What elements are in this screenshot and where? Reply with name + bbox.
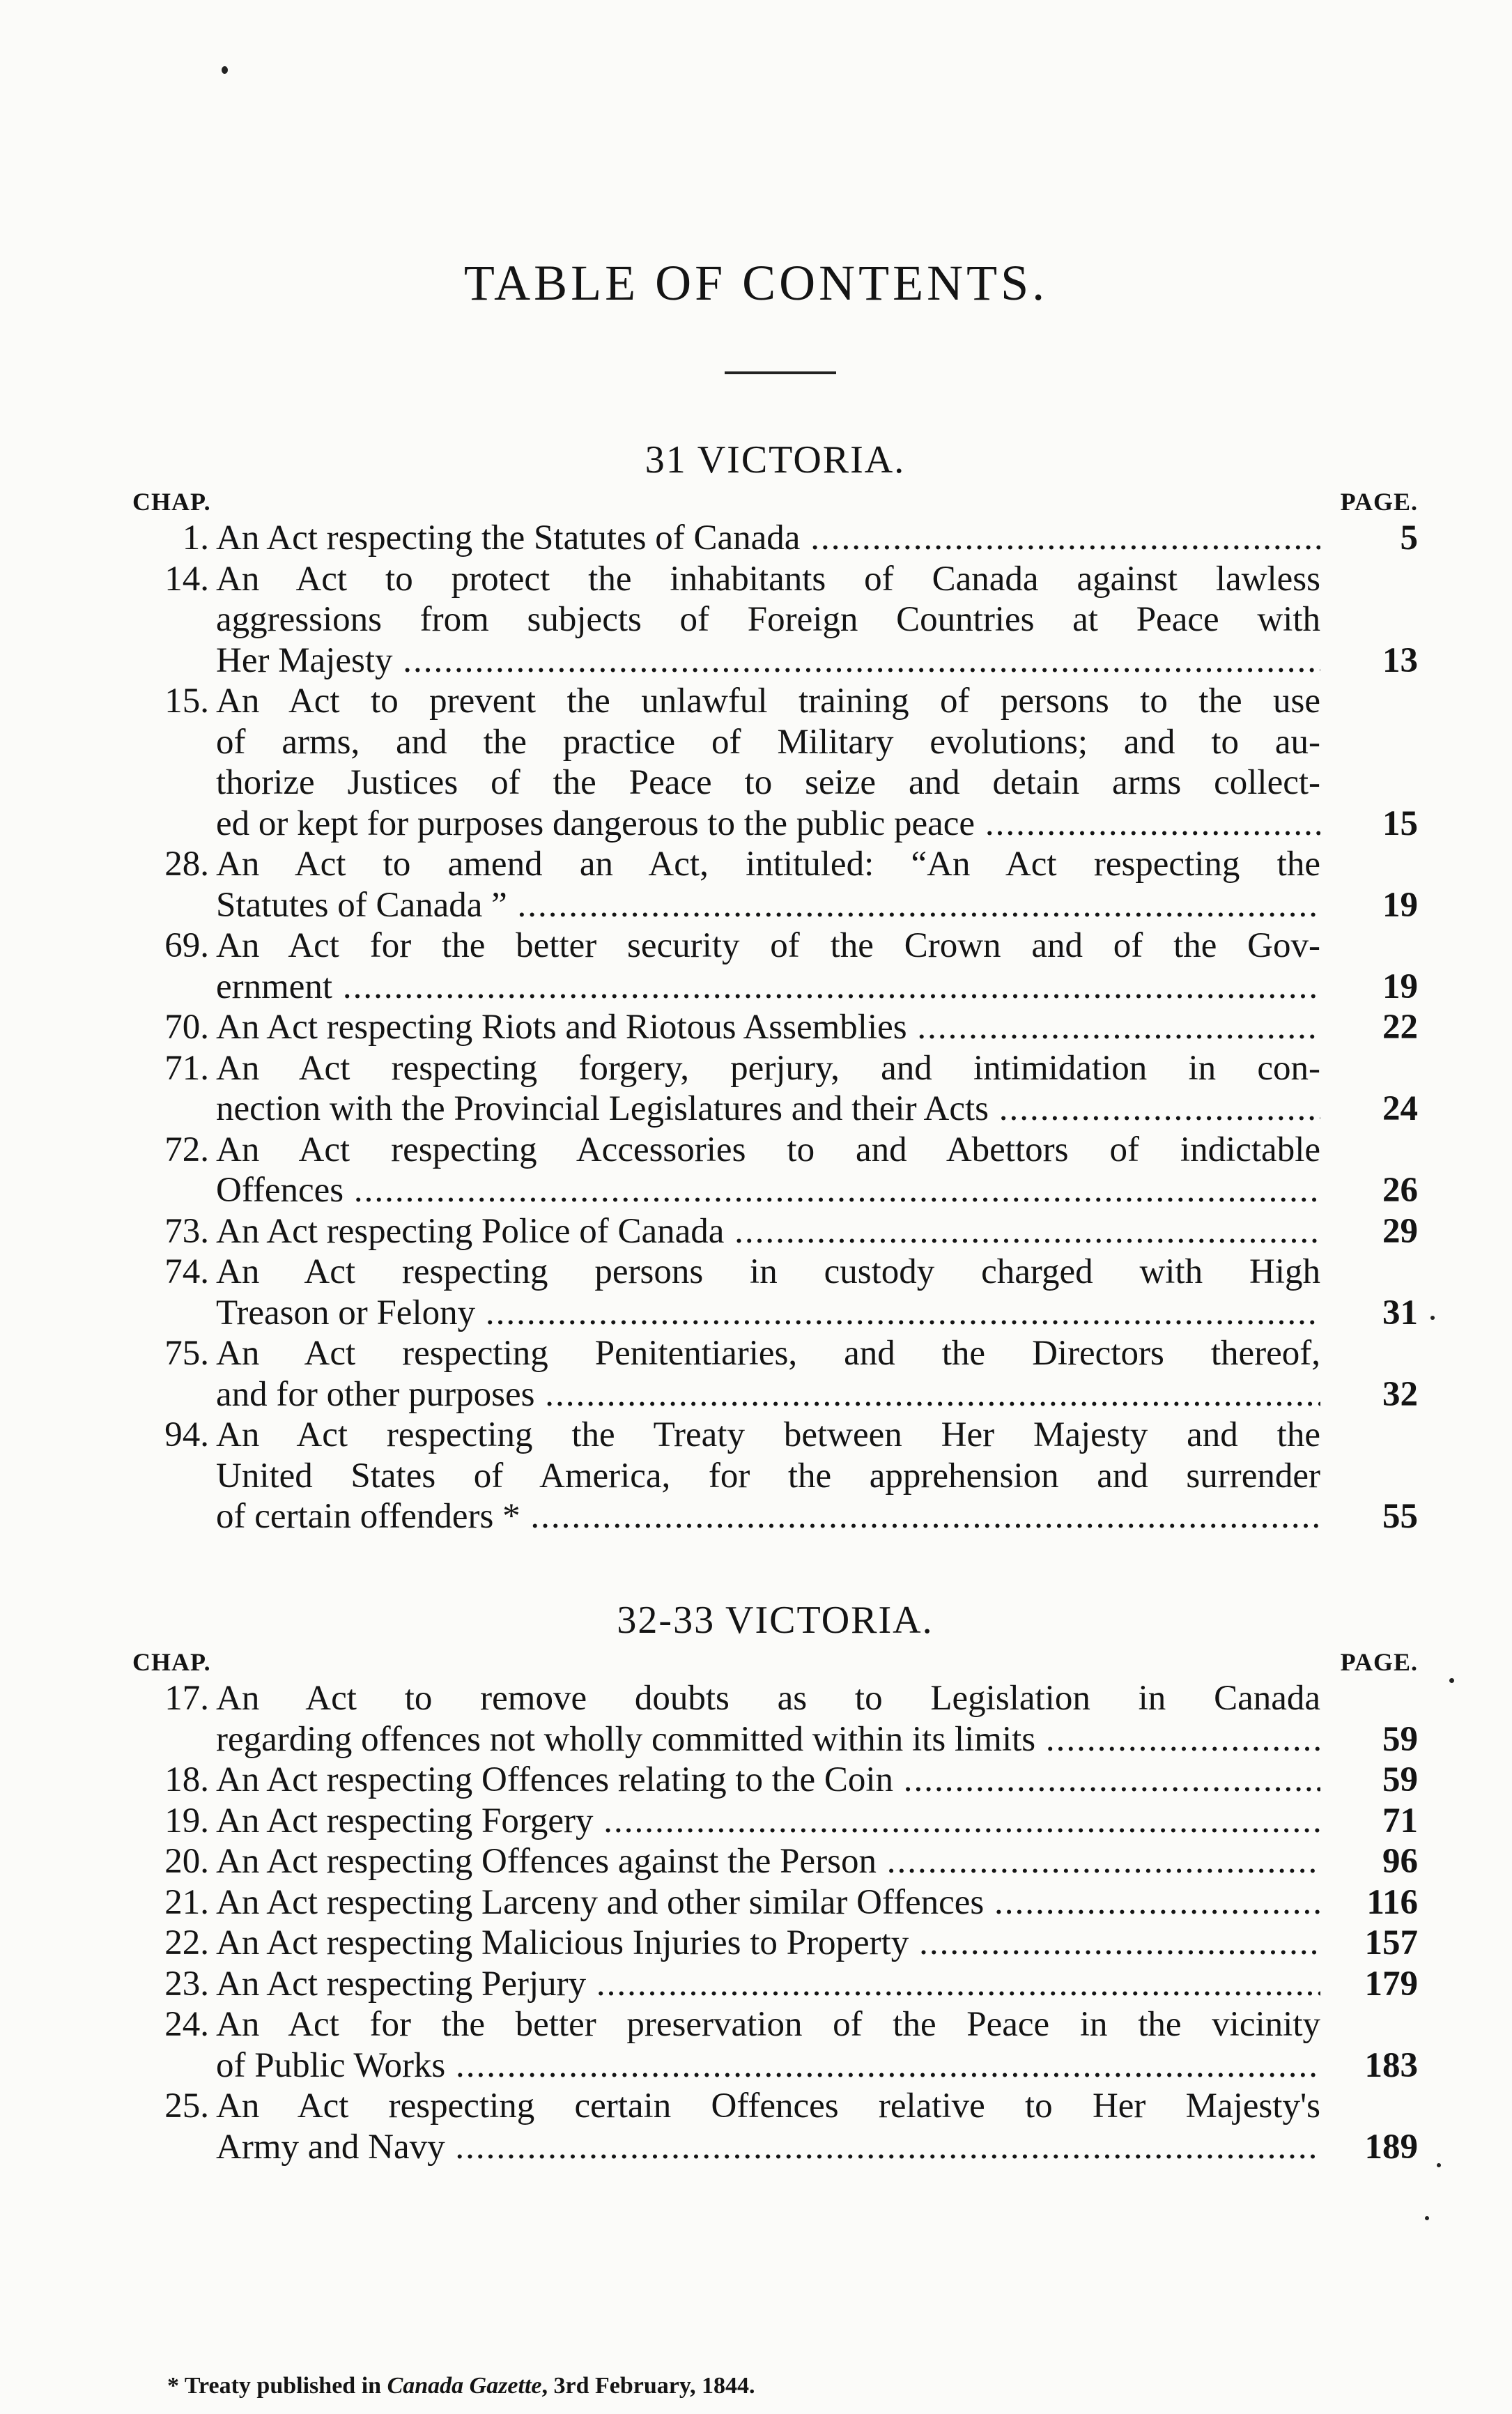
entry-title-line (216, 1007, 1320, 1048)
footnote-marker: * (167, 2373, 179, 2399)
entry-list (132, 518, 1418, 1537)
entry-title-text: An Act respecting Police of Canada ..... (216, 1212, 1320, 1251)
ink-speck (1430, 1316, 1435, 1320)
toc-entry (132, 1333, 1418, 1415)
entry-title-line (216, 1130, 1320, 1171)
entry-title-text: Army and Navy ..... (216, 2128, 1320, 2167)
entry-title-text: An Act respecting Malicious Injuries to Property ..... (216, 1923, 1320, 1962)
entry-title-line (216, 1456, 1320, 1497)
chapter-number: 1. (182, 518, 209, 558)
page-number: 179 (1364, 1964, 1418, 2004)
chapter-number: 23. (164, 1964, 209, 2004)
entry-title-line (216, 1678, 1320, 1719)
entry-title-text: An Act to prevent the unlawful training of persons to the use (216, 682, 1320, 721)
entry-title (216, 1760, 1320, 1801)
ink-speck (1425, 2216, 1429, 2220)
section-heading: 32-33 VICTORIA. (617, 1599, 934, 1642)
entry-title-line (216, 1415, 1320, 1456)
page-number: 59 (1382, 1719, 1418, 1759)
entry-title-text: ernment ..... (216, 967, 1320, 1006)
entry-title-line (216, 804, 1320, 845)
page-number: 157 (1364, 1923, 1418, 1962)
chap-column-label: CHAP. (132, 488, 211, 516)
chapter-number: 19. (164, 1801, 209, 1840)
page-number: 29 (1382, 1211, 1418, 1251)
entry-title (216, 1252, 1320, 1333)
entry-title-text: Treason or Felony ..... (216, 1293, 1320, 1332)
chapter-number: 69. (164, 926, 209, 965)
entry-title-line (216, 640, 1320, 682)
column-headers (132, 484, 1418, 518)
entry-title-text: An Act respecting the Treaty between Her Majesty and the (216, 1415, 1320, 1454)
entry-title-line (216, 1923, 1320, 1964)
chapter-number: 15. (164, 682, 209, 721)
entry-title-line (216, 2127, 1320, 2168)
toc-entry (132, 1841, 1418, 1882)
entry-title-line (216, 2045, 1320, 2086)
entry-title-line (216, 681, 1320, 722)
page-number: 15 (1382, 804, 1418, 843)
toc-entry (132, 1964, 1418, 2005)
toc-entry (132, 1801, 1418, 1842)
entry-title-line (216, 1882, 1320, 1923)
page-column-label: PAGE. (1340, 488, 1418, 516)
entry-title (216, 844, 1320, 925)
page-title: TABLE OF CONTENTS. (463, 255, 1049, 311)
toc-entry (132, 1678, 1418, 1760)
toc-entry (132, 1048, 1418, 1130)
chapter-number: 28. (164, 845, 209, 884)
entry-title-line (216, 1211, 1320, 1252)
entry-title-text: An Act respecting Accessories to and Abettors of indictable (216, 1130, 1320, 1169)
chapter-number: 73. (164, 1211, 209, 1251)
chapter-number: 70. (164, 1008, 209, 1047)
entry-title-line (216, 967, 1320, 1008)
entry-title (216, 925, 1320, 1007)
toc-entry (132, 1923, 1418, 1964)
toc-entry (132, 1882, 1418, 1923)
entry-title-text: An Act respecting Riots and Riotous Assemblies ..... (216, 1008, 1320, 1047)
footnote-publication: Canada Gazette (387, 2373, 542, 2399)
entry-title-text: An Act to amend an Act, intituled: “An Act respecting the (216, 845, 1320, 884)
entry-title-text: An Act respecting Offences against the Person ..... (216, 1842, 1320, 1881)
toc-entry (132, 2086, 1418, 2167)
ink-speck (1449, 1678, 1454, 1683)
entry-title (216, 1882, 1320, 1923)
page-number: 55 (1382, 1497, 1418, 1536)
toc-entry (132, 2004, 1418, 2086)
entry-title-text: of Public Works ..... (216, 2046, 1320, 2085)
entry-title-text: thorize Justices of the Peace to seize and detain arms collect- (216, 763, 1320, 802)
entry-title-text: An Act to protect the inhabitants of Canada against lawless (216, 559, 1320, 599)
entry-title-text: An Act respecting certain Offences relative to Her Majesty's (216, 2086, 1320, 2125)
footnote (167, 2373, 755, 2399)
entry-title-line (216, 1048, 1320, 1089)
entry-title-text: An Act respecting forgery, perjury, and intimidation in con- (216, 1048, 1320, 1088)
entry-title-line (216, 1964, 1320, 2005)
chapter-number: 18. (164, 1760, 209, 1799)
entry-title-line (216, 762, 1320, 804)
entry-title-line (216, 1719, 1320, 1760)
entry-title (216, 2086, 1320, 2167)
entry-title-line (216, 1170, 1320, 1211)
page-number: 5 (1400, 518, 1418, 558)
entry-title-line (216, 559, 1320, 600)
entry-title-text: Statutes of Canada ” ..... (216, 886, 1320, 925)
entry-title-text: An Act for the better preservation of the Peace in the vicinity (216, 2005, 1320, 2044)
entry-title-text: of arms, and the practice of Military evolutions; and to au- (216, 722, 1320, 762)
entry-list (132, 1678, 1418, 2167)
entry-title (216, 1801, 1320, 1842)
entry-title-text: ed or kept for purposes dangerous to the public peace ..... (216, 804, 1320, 843)
page-number: 24 (1382, 1089, 1418, 1128)
toc-entry (132, 925, 1418, 1007)
column-headers (132, 1645, 1418, 1678)
footnote-prefix: Treaty published in (184, 2373, 382, 2399)
entry-title-text: United States of America, for the apprehension and surrender (216, 1456, 1320, 1496)
page-number: 19 (1382, 885, 1418, 925)
entry-title-text: An Act respecting Larceny and other similar Offences ..... (216, 1883, 1320, 1922)
entry-title-text: An Act for the better security of the Crown and of the Gov- (216, 926, 1320, 965)
entry-title-text: An Act respecting Forgery ..... (216, 1801, 1320, 1840)
entry-title-line (216, 1374, 1320, 1415)
entry-title-text: An Act respecting Perjury ..... (216, 1965, 1320, 2004)
toc-entry (132, 1211, 1418, 1252)
page-number: 22 (1382, 1008, 1418, 1047)
page-number: 31 (1382, 1293, 1418, 1332)
entry-title-text: aggressions from subjects of Foreign Countries at Peace with (216, 600, 1320, 639)
chapter-number: 75. (164, 1334, 209, 1373)
chapter-number: 94. (164, 1415, 209, 1454)
entry-title-text: An Act to remove doubts as to Legislation in Canada (216, 1679, 1320, 1718)
toc-entry (132, 1760, 1418, 1801)
page-column-label: PAGE. (1340, 1648, 1418, 1676)
entry-title-line (216, 2086, 1320, 2127)
entry-title (216, 1007, 1320, 1048)
entry-title-line (216, 722, 1320, 763)
page-number: 59 (1382, 1760, 1418, 1799)
section-32-33-victoria (132, 1596, 1418, 2167)
entry-title (216, 1130, 1320, 1211)
entry-title-text: An Act respecting Offences relating to the Coin ..... (216, 1760, 1320, 1799)
chapter-number: 71. (164, 1048, 209, 1088)
entry-title-line (216, 1841, 1320, 1882)
entry-title (216, 1048, 1320, 1130)
chap-column-label: CHAP. (132, 1648, 211, 1676)
ink-speck (222, 66, 228, 74)
page-number: 71 (1382, 1801, 1418, 1840)
chapter-number: 22. (164, 1923, 209, 1962)
toc-entry (132, 844, 1418, 925)
toc-entry (132, 559, 1418, 682)
entry-title-line (216, 925, 1320, 967)
entry-title (216, 518, 1320, 559)
page-number: 32 (1382, 1374, 1418, 1414)
page-number: 116 (1366, 1882, 1418, 1922)
entry-title-line (216, 2004, 1320, 2045)
entry-title-line (216, 1801, 1320, 1842)
entry-title-line (216, 1089, 1320, 1130)
page-number: 13 (1382, 640, 1418, 680)
chapter-number: 14. (164, 559, 209, 599)
chapter-number: 20. (164, 1842, 209, 1881)
page-number: 19 (1382, 967, 1418, 1006)
entry-title-line (216, 1760, 1320, 1801)
section-heading: 31 VICTORIA. (645, 438, 906, 482)
entry-title (216, 2004, 1320, 2086)
entry-title-line (216, 885, 1320, 926)
entry-title-line (216, 844, 1320, 885)
toc-entry (132, 1007, 1418, 1048)
entry-title-text: of certain offenders * ..... (216, 1497, 1320, 1536)
chapter-number: 24. (164, 2005, 209, 2044)
entry-title (216, 681, 1320, 844)
chapter-number: 74. (164, 1252, 209, 1291)
entry-title-text: An Act respecting persons in custody charged with High (216, 1252, 1320, 1291)
page-number: 96 (1382, 1842, 1418, 1881)
toc-entry (132, 518, 1418, 559)
page-number: 189 (1364, 2127, 1418, 2167)
footnote-suffix: , 3rd February, 1844. (541, 2373, 755, 2399)
entry-title-line (216, 1252, 1320, 1293)
entry-title-line (216, 1333, 1320, 1374)
entry-title-line (216, 1496, 1320, 1537)
entry-title-text: Offences ..... (216, 1171, 1320, 1210)
chapter-number: 17. (164, 1679, 209, 1718)
entry-title (216, 1211, 1320, 1252)
title-rule (725, 371, 836, 374)
toc-entry (132, 681, 1418, 844)
entry-title (216, 559, 1320, 682)
entry-title (216, 1678, 1320, 1760)
entry-title-text: nection with the Provincial Legislatures and their Acts ..... (216, 1089, 1320, 1128)
entry-title-text: An Act respecting the Statutes of Canada ..... (216, 518, 1320, 558)
page-number: 183 (1364, 2045, 1418, 2085)
entry-title (216, 1923, 1320, 1964)
entry-title-text: and for other purposes ..... (216, 1375, 1320, 1414)
entry-title-text: regarding offences not wholly committed within its limits ..... (216, 1720, 1320, 1759)
entry-title (216, 1841, 1320, 1882)
chapter-number: 21. (164, 1882, 209, 1922)
entry-title-line (216, 599, 1320, 640)
page-number: 26 (1382, 1171, 1418, 1210)
toc-entry (132, 1252, 1418, 1333)
toc-entry (132, 1415, 1418, 1537)
toc-entry (132, 1130, 1418, 1211)
entry-title (216, 1333, 1320, 1415)
entry-title-line (216, 1293, 1320, 1334)
chapter-number: 72. (164, 1130, 209, 1169)
section-31-victoria (132, 436, 1418, 1537)
chapter-number: 25. (164, 2086, 209, 2125)
entry-title-text: An Act respecting Penitentiaries, and the Directors thereof, (216, 1334, 1320, 1373)
ink-speck (1437, 2163, 1441, 2167)
entry-title-line (216, 518, 1320, 559)
entry-title (216, 1964, 1320, 2005)
entry-title-text: Her Majesty ..... (216, 641, 1320, 680)
entry-title (216, 1415, 1320, 1537)
